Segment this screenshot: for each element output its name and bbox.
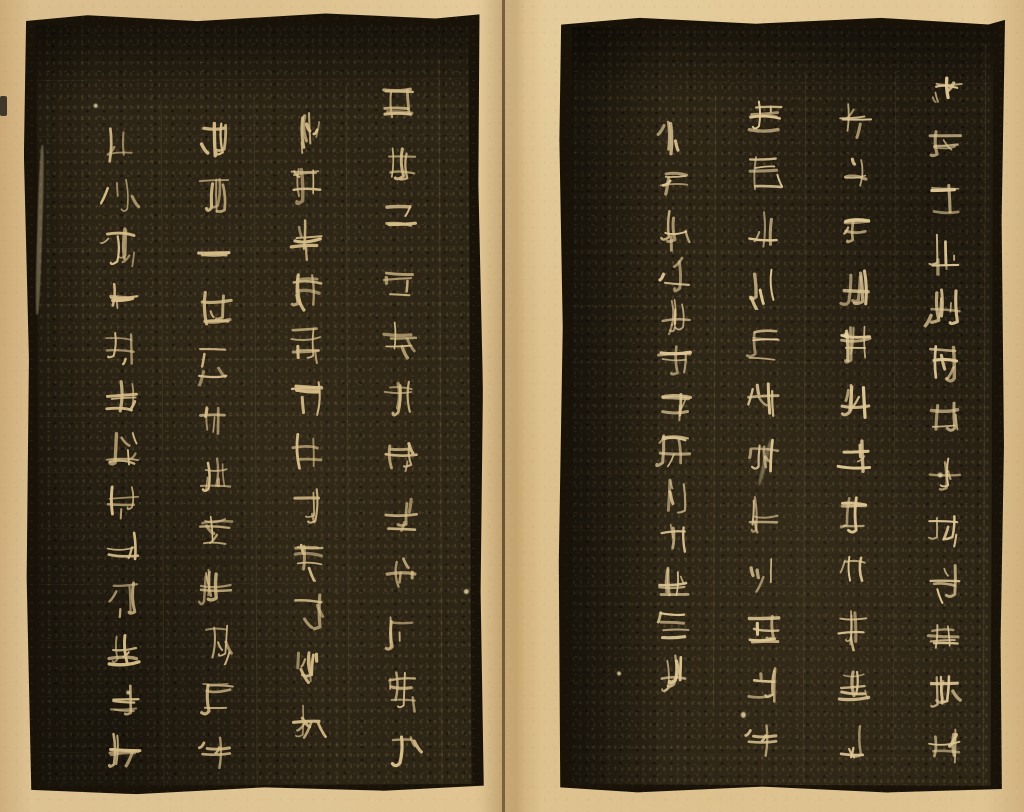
calligraphy-character	[652, 606, 696, 650]
rubbing-panel-right-leaf	[557, 15, 1007, 797]
calligraphy-character	[379, 376, 423, 420]
calligraphy-character	[924, 177, 968, 221]
calligraphy-character	[924, 122, 968, 166]
calligraphy-character	[102, 528, 146, 572]
calligraphy-character	[100, 124, 144, 168]
calligraphy-character	[195, 677, 239, 721]
calligraphy-character	[100, 225, 144, 269]
calligraphy-character	[287, 645, 331, 689]
text-column-right-leaf-3	[740, 95, 790, 765]
calligraphy-character	[286, 431, 330, 475]
calligraphy-character	[285, 163, 329, 207]
text-column-left-leaf-1	[376, 83, 427, 772]
calligraphy-character	[654, 163, 698, 207]
calligraphy-character	[833, 266, 877, 310]
calligraphy-character	[194, 398, 238, 442]
calligraphy-character	[102, 578, 146, 622]
calligraphy-character	[832, 607, 876, 651]
calligraphy-character	[834, 95, 878, 139]
calligraphy-character	[380, 552, 424, 596]
calligraphy-character	[193, 230, 237, 274]
calligraphy-character	[744, 152, 788, 196]
calligraphy-character	[922, 506, 966, 550]
calligraphy-character	[833, 437, 877, 481]
rubbing-panel-left-leaf	[23, 12, 484, 797]
calligraphy-character	[653, 429, 697, 473]
calligraphy-character	[101, 377, 145, 421]
calligraphy-character	[743, 322, 787, 366]
calligraphy-character	[654, 119, 698, 163]
calligraphy-character	[743, 379, 787, 423]
calligraphy-character	[922, 561, 966, 605]
panel-wear-speck	[464, 589, 469, 594]
calligraphy-character	[101, 427, 145, 471]
paper-edge-mark	[0, 96, 7, 116]
calligraphy-character	[100, 175, 144, 219]
calligraphy-character	[744, 209, 788, 253]
panel-wear-speck	[741, 712, 746, 718]
calligraphy-character	[286, 324, 330, 368]
calligraphy-character	[652, 650, 696, 694]
calligraphy-character	[833, 380, 877, 424]
calligraphy-character	[101, 477, 145, 521]
rubbing-ground-left	[36, 23, 471, 786]
calligraphy-character	[922, 725, 966, 769]
calligraphy-character	[922, 616, 966, 660]
calligraphy-character	[193, 286, 237, 330]
calligraphy-character	[922, 671, 966, 715]
text-column-right-leaf-2	[830, 95, 880, 765]
calligraphy-character	[285, 270, 329, 314]
calligraphy-character	[743, 493, 787, 537]
calligraphy-character	[652, 562, 696, 606]
calligraphy-character	[923, 451, 967, 495]
calligraphy-character	[653, 340, 697, 384]
calligraphy-character	[653, 385, 697, 429]
calligraphy-character	[923, 342, 967, 386]
text-column-left-leaf-2	[283, 110, 334, 743]
calligraphy-character	[923, 396, 967, 440]
calligraphy-character	[378, 142, 422, 186]
calligraphy-character	[833, 323, 877, 367]
calligraphy-character	[102, 729, 146, 773]
text-column-right-leaf-4	[650, 119, 700, 695]
calligraphy-character	[653, 252, 697, 296]
calligraphy-character	[195, 621, 239, 665]
calligraphy-character	[286, 377, 330, 421]
text-column-left-leaf-3	[191, 118, 242, 777]
calligraphy-character	[194, 342, 238, 386]
calligraphy-character	[195, 565, 239, 609]
calligraphy-character	[102, 629, 146, 673]
calligraphy-character	[742, 607, 786, 651]
calligraphy-character	[833, 494, 877, 538]
calligraphy-character	[285, 110, 329, 154]
calligraphy-character	[834, 152, 878, 196]
calligraphy-character	[923, 232, 967, 276]
calligraphy-character	[743, 266, 787, 310]
calligraphy-character	[832, 664, 876, 708]
calligraphy-character	[102, 679, 146, 723]
album-fold-seam	[502, 0, 505, 812]
calligraphy-character	[379, 435, 423, 479]
calligraphy-character	[193, 174, 237, 218]
calligraphy-character	[285, 217, 329, 261]
calligraphy-character	[195, 733, 239, 777]
calligraphy-character	[832, 550, 876, 594]
calligraphy-character	[194, 454, 238, 498]
panel-wear-speck	[94, 104, 98, 108]
calligraphy-character	[652, 518, 696, 562]
calligraphy-character	[923, 287, 967, 331]
calligraphy-character	[744, 95, 788, 139]
calligraphy-character	[378, 83, 422, 127]
calligraphy-character	[654, 207, 698, 251]
calligraphy-character	[742, 550, 786, 594]
panel-wear-speck	[126, 691, 130, 695]
calligraphy-character	[286, 484, 330, 528]
calligraphy-character	[287, 699, 331, 743]
calligraphy-character	[287, 591, 331, 635]
calligraphy-character	[101, 326, 145, 370]
panel-wear-speck	[617, 671, 621, 675]
calligraphy-character	[378, 201, 422, 245]
panel-wear-speck	[35, 145, 45, 315]
text-column-left-leaf-4	[98, 124, 149, 773]
calligraphy-character	[193, 118, 237, 162]
calligraphy-character	[378, 259, 422, 303]
calligraphy-character	[194, 509, 238, 553]
calligraphy-character	[653, 296, 697, 340]
calligraphy-character	[380, 728, 424, 772]
calligraphy-character	[832, 721, 876, 765]
calligraphy-character	[380, 670, 424, 714]
calligraphy-character	[380, 611, 424, 655]
text-column-right-leaf-1	[920, 67, 970, 769]
calligraphy-character	[287, 538, 331, 582]
calligraphy-character	[742, 664, 786, 708]
calligraphy-character	[653, 473, 697, 517]
panel-wear-speck	[843, 332, 849, 338]
rubbing-ground-right	[570, 26, 994, 785]
calligraphy-character	[379, 494, 423, 538]
calligraphy-character	[379, 318, 423, 362]
calligraphy-character	[834, 209, 878, 253]
calligraphy-character	[924, 67, 968, 111]
panel-wear-speck	[938, 473, 943, 478]
calligraphy-character	[742, 721, 786, 765]
calligraphy-character	[100, 276, 144, 320]
